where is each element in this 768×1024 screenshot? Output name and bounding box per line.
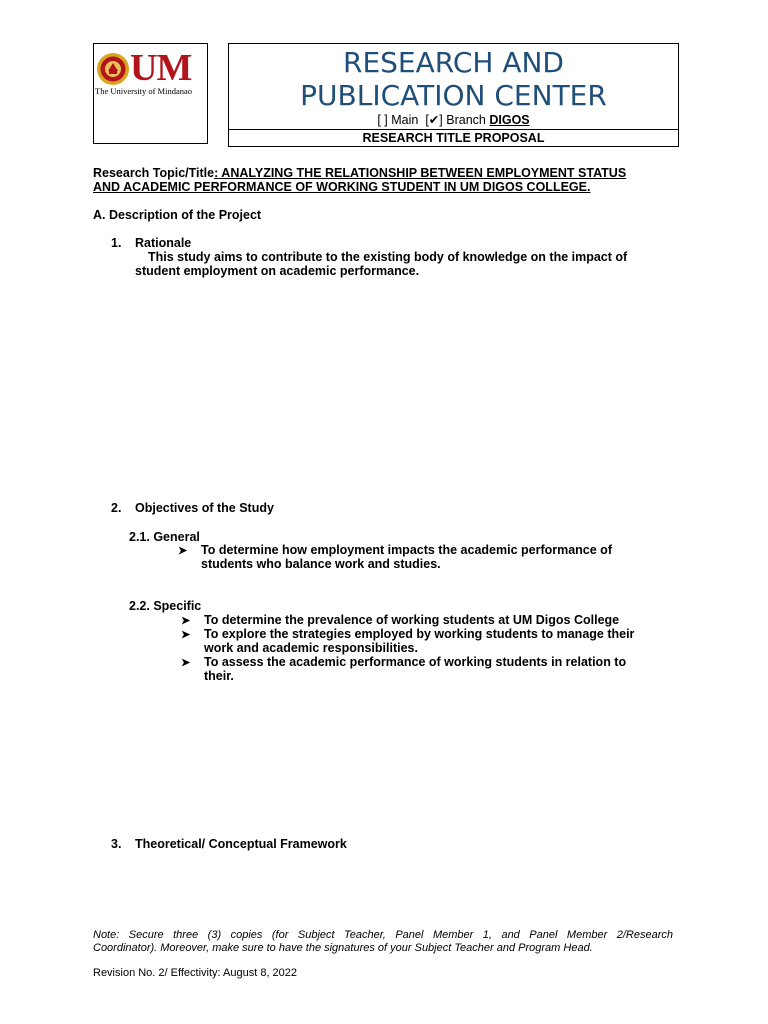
center-title-line1: RESEARCH AND (343, 46, 564, 79)
specific-item-1-line1: To determine the prevalence of working students at UM Digos College (204, 613, 620, 627)
topic-title-line1: ANALYZING THE RELATIONSHIP BETWEEN EMPLOYMENT STATUS (218, 166, 627, 180)
rationale-text-line1: This study aims to contribute to the existing body of knowledge on the impact of (148, 250, 628, 264)
branch-name: DIGOS (489, 113, 530, 127)
specific-item-2-line2: work and academic responsibilities. (204, 641, 418, 655)
header-title-box (228, 43, 679, 147)
section-a-heading: A. Description of the Project (93, 208, 262, 222)
general-item-line1: To determine how employment impacts the academic performance of (201, 543, 612, 557)
branch-label: Branch (446, 113, 486, 127)
objectives-number: 2. (111, 501, 122, 515)
research-topic (93, 166, 683, 194)
rationale-label: Rationale (135, 236, 192, 250)
check-icon[interactable]: ✔ (428, 113, 440, 127)
specific-label: 2.2. Specific (129, 599, 202, 613)
logo-subtext: The University of Mindanao (95, 86, 193, 96)
arrowhead-bullet-icon: ➤ (181, 615, 191, 627)
rationale-text-line2: student employment on academic performance. (135, 264, 420, 278)
general-item-line2: students who balance work and studies. (201, 557, 441, 571)
center-title (229, 46, 678, 112)
main-checkbox[interactable]: [ ] (377, 113, 388, 127)
branch-bracket-open: [ (425, 113, 429, 127)
arrowhead-bullet-icon: ➤ (181, 629, 191, 641)
logo-box (93, 43, 208, 144)
specific-item-3-line1: To assess the academic performance of working students in relation to (204, 655, 627, 669)
campus-selection (229, 112, 678, 128)
topic-colon: : (214, 166, 219, 180)
university-seal-icon (96, 52, 130, 86)
topic-line1 (93, 166, 683, 180)
framework-label: Theoretical/ Conceptual Framework (135, 837, 347, 851)
topic-label: Research Topic/Title (93, 166, 215, 180)
logo-text: UM (130, 47, 192, 89)
main-label: Main (391, 113, 419, 127)
specific-item-3-line2: their. (204, 669, 234, 683)
framework-number: 3. (111, 837, 122, 851)
footer-note (93, 929, 673, 955)
arrowhead-bullet-icon: ➤ (178, 545, 188, 557)
general-label: 2.1. General (129, 530, 200, 544)
note-line1: Note: Secure three (3) copies (for Subject Teacher, Panel Member 1, and Panel Member 2/Research (93, 929, 673, 941)
center-title-line2: PUBLICATION CENTER (300, 79, 607, 112)
branch-bracket-close: ] (439, 113, 443, 127)
topic-title-line2: AND ACADEMIC PERFORMANCE OF WORKING STUDENT IN UM DIGOS COLLEGE. (93, 180, 591, 194)
objectives-label: Objectives of the Study (135, 501, 274, 515)
specific-item-2-line1: To explore the strategies employed by working students to manage their (204, 627, 635, 641)
form-title: RESEARCH TITLE PROPOSAL (229, 129, 678, 147)
revision-info: Revision No. 2/ Effectivity: August 8, 2022 (93, 967, 298, 979)
rationale-number: 1. (111, 236, 122, 250)
arrowhead-bullet-icon: ➤ (181, 657, 191, 669)
note-line2: Coordinator). Moreover, make sure to have the signatures of your Subject Teacher and Program Head. (93, 942, 593, 954)
